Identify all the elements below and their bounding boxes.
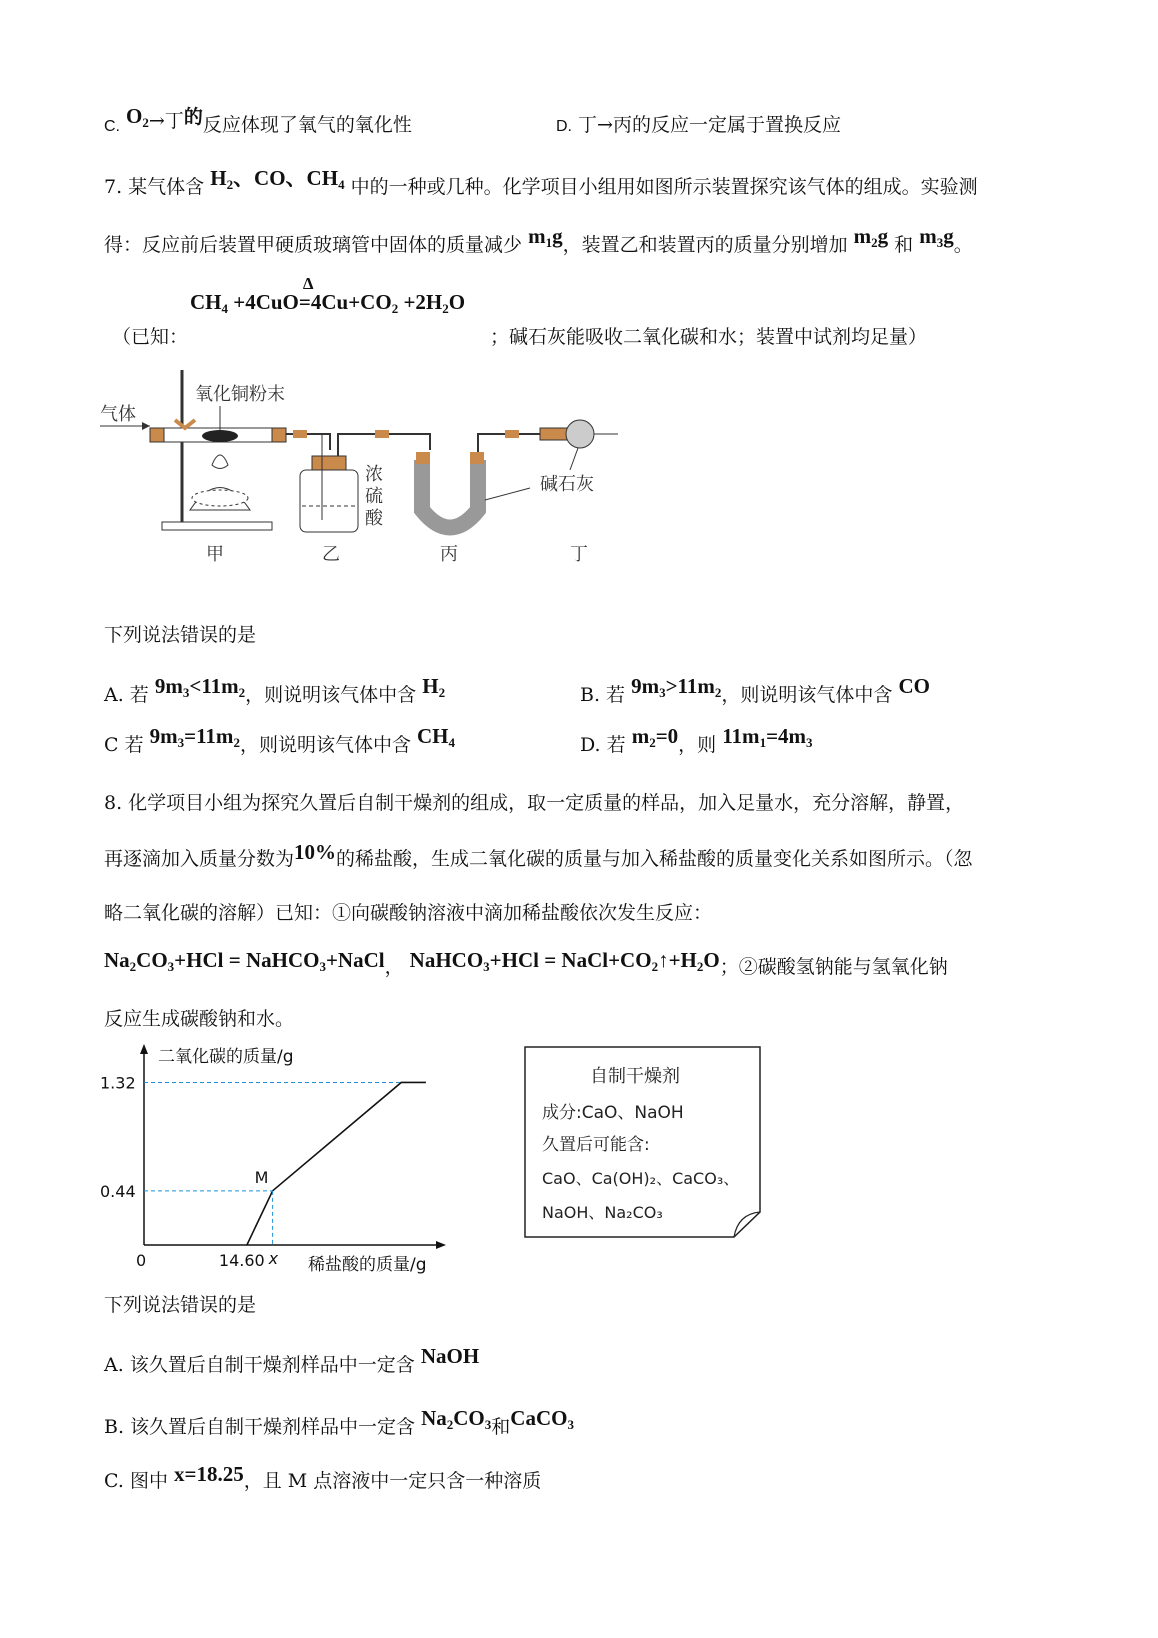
x-tick-label-1460: 14.60: [218, 1251, 265, 1270]
known-prefix: （已知：: [112, 326, 189, 348]
q8-prompt: 下列说法错误的是: [104, 1294, 257, 1316]
q7-stem-line2: 得：反应前后装置甲硬质玻璃管中固体的质量减少 $m_1g$，装置乙和装置丙的质量分别增加 $m_2g$ 和 $m_3g$。: [104, 224, 973, 256]
formula-o2: $O_2$: [126, 104, 149, 130]
apparatus-diagram: [100, 360, 660, 600]
co2-chart: [100, 1040, 460, 1275]
q6-option-d: D. 丁→丙的反应一定属于置换反应: [556, 114, 841, 136]
q7-prompt: 下列说法错误的是: [104, 624, 257, 646]
x-tick-label-x: x: [268, 1249, 279, 1268]
known-equation: $CH_4 +4CuO$ Δ $=4Cu+CO_2 +2H_2O$: [190, 274, 466, 316]
note-line2: 久置后可能含:: [542, 1135, 650, 1155]
desiccant-note: [524, 1046, 761, 1238]
q7-option-c: C 若 $9m_3=11m_2$，则说明该气体中含 $CH_4$: [104, 724, 455, 756]
x-axis-label: 稀盐酸的质量/g: [308, 1255, 427, 1275]
label-acid-2: 硫: [365, 486, 383, 507]
u-tube: [422, 460, 478, 528]
q7-option-a: A. 若 $9m_3<11m_2$，则说明该气体中含 $H_2$: [104, 674, 446, 706]
point-label-m: M: [254, 1167, 269, 1187]
label-ding: 丁: [570, 544, 588, 565]
label-lime: 碱石灰: [540, 474, 594, 495]
q8-option-a: A. 该久置后自制干燥剂样品中一定含 NaOH: [104, 1344, 480, 1376]
q8-stem-line2: 再逐滴加入质量分数为10%的稀盐酸，生成二氧化碳的质量与加入稀盐酸的质量变化关系如图所示。（忽: [104, 840, 973, 870]
y-axis-label: 二氧化碳的质量/g: [158, 1047, 294, 1067]
label-gas: 气体: [100, 404, 136, 425]
known-suffix: ；碱石灰能吸收二氧化碳和水；装置中试剂均足量）: [490, 326, 928, 348]
q8-option-c: C. 图中 x=18.25，且 M 点溶液中一定只含一种溶质: [104, 1462, 542, 1492]
note-line1: 成分:CaO、NaOH: [542, 1103, 684, 1123]
q8-stem-line3: 略二氧化碳的溶解）已知：①向碳酸钠溶液中滴加稀盐酸依次发生反应：: [104, 902, 713, 924]
series-line-co2: [247, 1082, 426, 1245]
label-jia: 甲: [206, 544, 224, 565]
cuo-powder: [202, 430, 238, 442]
acid-bottle: [300, 470, 358, 532]
stand-base: [162, 522, 272, 530]
drying-tube: [540, 428, 568, 440]
label-acid-1: 浓: [365, 464, 383, 485]
label-bing: 丙: [440, 544, 458, 565]
q7-stem-line1: 7. 某气体含 $H_2$、CO、$CH_4$ 中的一种或几种。化学项目小组用如图所示装置探究该气体的组成。实验测: [104, 166, 978, 198]
label-yi: 乙: [322, 544, 340, 565]
note-title: 自制干燥剂: [590, 1066, 680, 1087]
note-line3: CaO、Ca(OH)₂、CaCO₃、: [542, 1169, 740, 1188]
q8-stem-line1: 8. 化学项目小组为探究久置后自制干燥剂的组成，取一定质量的样品，加入足量水，充分溶解，静置，: [104, 792, 965, 814]
q7-option-d: D. 若 $m_2=0$，则 $11m_1=4m_3$: [580, 724, 813, 756]
note-line4: NaOH、Na₂CO₃: [542, 1203, 663, 1222]
label-acid-3: 酸: [365, 508, 383, 529]
q7-option-b: B. 若 $9m_3>11m_2$，则说明该气体中含 CO: [580, 674, 930, 706]
q8-stem-line5: 反应生成碳酸钠和水。: [104, 1008, 295, 1030]
q8-equations: $Na_2CO_3+HCl$ = NaHCO$_3$+NaCl， NaHCO$_3$+HCl = $NaCl+CO_2↑+H_2O$；②碳酸氢钠能与氢氧化钠: [104, 948, 948, 978]
q8-option-b: B. 该久置后自制干燥剂样品中一定含 $Na_2CO_3$和CaCO$_3$: [104, 1406, 574, 1438]
label-cuo: 氧化铜粉末: [195, 384, 285, 405]
y-tick-label-132: 1.32: [100, 1073, 136, 1093]
y-tick-label-044: 0.44: [100, 1181, 136, 1201]
origin-label: 0: [136, 1251, 147, 1270]
q6-option-c: C. $O_2\to$丁的反应体现了氧气的氧化性: [104, 104, 412, 136]
